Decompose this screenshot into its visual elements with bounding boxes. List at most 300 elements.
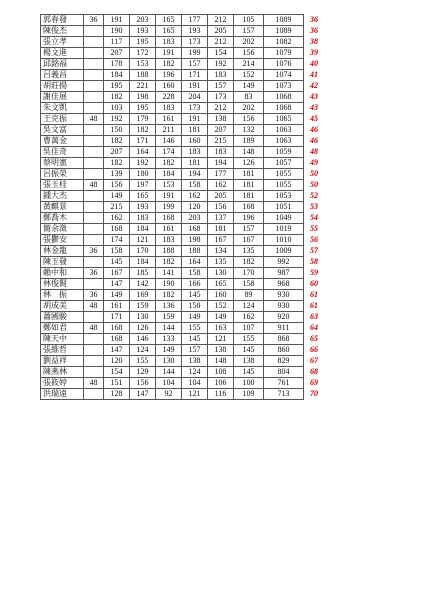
game-score-cell: 155 — [182, 323, 208, 334]
game-score-cell: 172 — [130, 48, 156, 59]
rank-label: 38 — [310, 37, 318, 46]
player-name-cell: 陳天中 — [41, 334, 84, 345]
total-score-cell: 868 — [264, 334, 304, 345]
game-score-cell: 181 — [234, 191, 264, 202]
player-name-cell: 黃麒景 — [41, 202, 84, 213]
game-score-cell: 202 — [234, 37, 264, 48]
game-score-cell: 182 — [104, 158, 130, 169]
total-score-cell: 713 — [264, 389, 304, 400]
game-score-cell: 154 — [208, 48, 234, 59]
age-group-cell — [84, 389, 104, 400]
age-group-cell — [84, 147, 104, 158]
game-score-cell: 174 — [104, 235, 130, 246]
game-score-cell: 153 — [156, 180, 182, 191]
player-name-cell: 鍾大杰 — [41, 191, 84, 202]
table-row — [41, 345, 330, 356]
game-score-cell: 149 — [182, 312, 208, 323]
table-row — [41, 356, 330, 367]
total-score-cell: 1063 — [264, 125, 304, 136]
game-score-cell: 108 — [208, 367, 234, 378]
game-score-cell: 145 — [182, 290, 208, 301]
table-row — [41, 26, 330, 37]
age-group-cell — [84, 158, 104, 169]
game-score-cell: 158 — [182, 268, 208, 279]
game-score-cell: 107 — [234, 323, 264, 334]
game-score-cell: 171 — [182, 70, 208, 81]
game-score-cell: 148 — [208, 356, 234, 367]
game-score-cell: 215 — [104, 202, 130, 213]
player-name-cell: 謝佳展 — [41, 92, 84, 103]
table-row — [41, 268, 330, 279]
game-score-cell: 191 — [104, 15, 130, 26]
game-score-cell: 165 — [130, 191, 156, 202]
game-score-cell: 158 — [182, 180, 208, 191]
table-row — [41, 290, 330, 301]
table-row — [41, 48, 330, 59]
age-group-cell — [84, 169, 104, 180]
game-score-cell: 193 — [182, 26, 208, 37]
game-score-cell: 173 — [182, 103, 208, 114]
game-score-cell: 156 — [234, 114, 264, 125]
game-score-cell: 204 — [182, 92, 208, 103]
table-row — [41, 114, 330, 125]
rank-label: 56 — [310, 235, 318, 244]
game-score-cell: 145 — [104, 257, 130, 268]
table-row — [41, 378, 330, 389]
total-score-cell: 1019 — [264, 224, 304, 235]
game-score-cell: 155 — [130, 356, 156, 367]
game-score-cell: 138 — [234, 356, 264, 367]
game-score-cell: 198 — [182, 235, 208, 246]
player-name-cell: 洪瑞遠 — [41, 389, 84, 400]
game-score-cell: 160 — [208, 290, 234, 301]
game-score-cell: 130 — [156, 356, 182, 367]
rank-label: 58 — [310, 257, 318, 266]
age-group-cell — [84, 59, 104, 70]
game-score-cell: 121 — [208, 334, 234, 345]
game-score-cell: 120 — [104, 356, 130, 367]
game-score-cell: 183 — [156, 37, 182, 48]
game-score-cell: 159 — [130, 301, 156, 312]
total-score-cell: 1055 — [264, 180, 304, 191]
game-score-cell: 195 — [104, 81, 130, 92]
game-score-cell: 164 — [130, 147, 156, 158]
game-score-cell: 133 — [156, 334, 182, 345]
game-score-cell: 212 — [208, 37, 234, 48]
game-score-cell: 150 — [104, 125, 130, 136]
game-score-cell: 167 — [234, 235, 264, 246]
game-score-cell: 142 — [130, 279, 156, 290]
game-score-cell: 194 — [208, 158, 234, 169]
rank-label: 50 — [310, 180, 318, 189]
game-score-cell: 149 — [104, 191, 130, 202]
game-score-cell: 182 — [104, 92, 130, 103]
game-score-cell: 100 — [234, 378, 264, 389]
game-score-cell: 162 — [234, 312, 264, 323]
total-score-cell: 1009 — [264, 246, 304, 257]
game-score-cell: 132 — [234, 125, 264, 136]
game-score-cell: 126 — [130, 323, 156, 334]
game-score-cell: 124 — [234, 301, 264, 312]
total-score-cell: 1065 — [264, 114, 304, 125]
game-score-cell: 160 — [156, 81, 182, 92]
game-score-cell: 156 — [130, 378, 156, 389]
game-score-cell: 198 — [130, 92, 156, 103]
total-score-cell: 829 — [264, 356, 304, 367]
game-score-cell: 199 — [156, 202, 182, 213]
game-score-cell: 138 — [208, 114, 234, 125]
rank-label: 45 — [310, 114, 318, 123]
rank-label: 61 — [310, 301, 318, 310]
game-score-cell: 190 — [156, 279, 182, 290]
game-score-cell: 207 — [104, 147, 130, 158]
game-score-cell: 136 — [156, 301, 182, 312]
game-score-cell: 182 — [156, 158, 182, 169]
total-score-cell: 1055 — [264, 169, 304, 180]
game-score-cell: 156 — [234, 48, 264, 59]
player-name-cell: 鄭如君 — [41, 323, 84, 334]
game-score-cell: 158 — [104, 246, 130, 257]
total-score-cell: 860 — [264, 345, 304, 356]
age-group-cell: 36 — [84, 268, 104, 279]
game-score-cell: 141 — [156, 268, 182, 279]
game-score-cell: 179 — [130, 114, 156, 125]
age-group-cell — [84, 81, 104, 92]
game-score-cell: 184 — [130, 257, 156, 268]
game-score-cell: 121 — [130, 235, 156, 246]
game-score-cell: 171 — [130, 136, 156, 147]
table-row — [41, 246, 330, 257]
rank-label: 60 — [310, 279, 318, 288]
game-score-cell: 177 — [208, 169, 234, 180]
table-row — [41, 180, 330, 191]
game-score-cell: 117 — [104, 37, 130, 48]
game-score-cell: 205 — [208, 26, 234, 37]
age-group-cell: 48 — [84, 378, 104, 389]
table-row — [41, 257, 330, 268]
rank-label: 52 — [310, 191, 318, 200]
game-score-cell: 139 — [104, 169, 130, 180]
game-score-cell: 184 — [156, 169, 182, 180]
player-name-cell: 王克振 — [41, 114, 84, 125]
player-name-cell: 賴中和 — [41, 268, 84, 279]
rank-label: 66 — [310, 345, 318, 354]
game-score-cell: 104 — [182, 378, 208, 389]
rank-label: 54 — [310, 213, 318, 222]
player-name-cell: 鄭喬木 — [41, 213, 84, 224]
game-score-cell: 156 — [208, 202, 234, 213]
age-group-cell — [84, 312, 104, 323]
game-score-cell: 126 — [234, 158, 264, 169]
age-group-cell — [84, 345, 104, 356]
total-score-cell: 1073 — [264, 81, 304, 92]
table-row — [41, 169, 330, 180]
game-score-cell: 128 — [104, 389, 130, 400]
game-score-cell: 191 — [156, 191, 182, 202]
game-score-cell: 160 — [182, 136, 208, 147]
age-group-cell — [84, 279, 104, 290]
game-score-cell: 196 — [156, 70, 182, 81]
game-score-cell: 147 — [130, 389, 156, 400]
game-score-cell: 178 — [104, 59, 130, 70]
age-group-cell: 36 — [84, 15, 104, 26]
player-name-cell: 林俊賢 — [41, 279, 84, 290]
player-name-cell: 林金龍 — [41, 246, 84, 257]
total-score-cell: 911 — [264, 323, 304, 334]
game-score-cell: 192 — [104, 114, 130, 125]
rank-label: 65 — [310, 334, 318, 343]
game-score-cell: 148 — [234, 147, 264, 158]
game-score-cell: 184 — [130, 224, 156, 235]
game-score-cell: 130 — [130, 312, 156, 323]
player-name-cell: 陳燕林 — [41, 367, 84, 378]
game-score-cell: 181 — [234, 169, 264, 180]
age-group-cell — [84, 191, 104, 202]
game-score-cell: 152 — [208, 301, 234, 312]
age-group-cell — [84, 70, 104, 81]
rank-label: 68 — [310, 367, 318, 376]
game-score-cell: 146 — [130, 334, 156, 345]
game-score-cell: 181 — [182, 125, 208, 136]
player-name-cell: 劉益祥 — [41, 356, 84, 367]
rank-label: 55 — [310, 224, 318, 233]
game-score-cell: 165 — [208, 279, 234, 290]
player-name-cell: 楊文進 — [41, 48, 84, 59]
age-group-cell: 48 — [84, 323, 104, 334]
total-score-cell: 1074 — [264, 70, 304, 81]
age-group-cell: 36 — [84, 290, 104, 301]
game-score-cell: 183 — [156, 235, 182, 246]
total-score-cell: 987 — [264, 268, 304, 279]
game-score-cell: 168 — [104, 224, 130, 235]
player-name-cell: 蔡明憲 — [41, 158, 84, 169]
game-score-cell: 168 — [104, 334, 130, 345]
age-group-cell — [84, 37, 104, 48]
age-group-cell — [84, 26, 104, 37]
total-score-cell: 1079 — [264, 48, 304, 59]
table-row — [41, 81, 330, 92]
game-score-cell: 193 — [130, 26, 156, 37]
game-score-cell: 103 — [104, 103, 130, 114]
game-score-cell: 212 — [208, 15, 234, 26]
score-table — [40, 14, 330, 400]
table-row — [41, 70, 330, 81]
game-score-cell: 134 — [208, 246, 234, 257]
game-score-cell: 145 — [182, 334, 208, 345]
player-name-cell: 吳文富 — [41, 125, 84, 136]
game-score-cell: 192 — [130, 158, 156, 169]
game-score-cell: 152 — [234, 70, 264, 81]
game-score-cell: 162 — [182, 191, 208, 202]
game-score-cell: 135 — [234, 246, 264, 257]
game-score-cell: 212 — [208, 103, 234, 114]
game-score-cell: 149 — [208, 312, 234, 323]
table-row — [41, 323, 330, 334]
table-row — [41, 224, 330, 235]
game-score-cell: 173 — [182, 37, 208, 48]
table-row — [41, 235, 330, 246]
game-score-cell: 191 — [182, 81, 208, 92]
rank-label: 61 — [310, 290, 318, 299]
table-row — [41, 312, 330, 323]
game-score-cell: 182 — [130, 125, 156, 136]
game-score-cell: 183 — [208, 70, 234, 81]
game-score-cell: 177 — [182, 15, 208, 26]
player-name-cell: 蕭國駿 — [41, 312, 84, 323]
age-group-cell — [84, 48, 104, 59]
game-score-cell: 165 — [156, 15, 182, 26]
game-score-cell: 144 — [156, 323, 182, 334]
age-group-cell — [84, 257, 104, 268]
game-score-cell: 202 — [234, 103, 264, 114]
game-score-cell: 157 — [234, 26, 264, 37]
game-score-cell: 196 — [234, 213, 264, 224]
total-score-cell: 930 — [264, 290, 304, 301]
rank-label: 69 — [310, 378, 318, 387]
game-score-cell: 138 — [208, 345, 234, 356]
table-row — [41, 202, 330, 213]
rank-label: 49 — [310, 158, 318, 167]
game-score-cell: 207 — [208, 125, 234, 136]
total-score-cell: 1076 — [264, 59, 304, 70]
game-score-cell: 205 — [208, 191, 234, 202]
total-score-cell: 1053 — [264, 191, 304, 202]
game-score-cell: 191 — [182, 114, 208, 125]
rank-label: 67 — [310, 356, 318, 365]
game-score-cell: 92 — [156, 389, 182, 400]
total-score-cell: 1063 — [264, 136, 304, 147]
total-score-cell: 930 — [264, 301, 304, 312]
game-score-cell: 221 — [130, 81, 156, 92]
game-score-cell: 159 — [156, 312, 182, 323]
rank-label: 50 — [310, 169, 318, 178]
game-score-cell: 195 — [130, 103, 156, 114]
game-score-cell: 129 — [130, 367, 156, 378]
table-row — [41, 213, 330, 224]
game-score-cell: 182 — [104, 136, 130, 147]
player-name-cell: 張鬱安 — [41, 235, 84, 246]
player-name-cell: 張維哲 — [41, 345, 84, 356]
game-score-cell: 120 — [182, 202, 208, 213]
table-row — [41, 15, 330, 26]
rank-label: 46 — [310, 125, 318, 134]
player-name-cell: 林 振 — [41, 290, 84, 301]
total-score-cell: 1057 — [264, 158, 304, 169]
game-score-cell: 192 — [208, 59, 234, 70]
rank-label: 43 — [310, 103, 318, 112]
game-score-cell: 155 — [234, 334, 264, 345]
game-score-cell: 191 — [156, 48, 182, 59]
game-score-cell: 150 — [182, 301, 208, 312]
game-score-cell: 228 — [156, 92, 182, 103]
game-score-cell: 168 — [104, 323, 130, 334]
age-group-cell: 48 — [84, 301, 104, 312]
rank-label: 43 — [310, 92, 318, 101]
game-score-cell: 194 — [182, 169, 208, 180]
score-sheet — [40, 14, 330, 400]
total-score-cell: 1089 — [264, 26, 304, 37]
game-score-cell: 146 — [156, 136, 182, 147]
table-row — [41, 103, 330, 114]
player-name-cell: 曹萬金 — [41, 136, 84, 147]
game-score-cell: 130 — [208, 268, 234, 279]
game-score-cell: 154 — [104, 367, 130, 378]
game-score-cell: 188 — [130, 70, 156, 81]
player-name-cell: 張筱婷 — [41, 378, 84, 389]
table-row — [41, 279, 330, 290]
total-score-cell: 761 — [264, 378, 304, 389]
table-row — [41, 367, 330, 378]
game-score-cell: 161 — [156, 224, 182, 235]
game-score-cell: 161 — [156, 114, 182, 125]
rank-label: 41 — [310, 70, 318, 79]
game-score-cell: 124 — [182, 367, 208, 378]
game-score-cell: 121 — [182, 389, 208, 400]
total-score-cell: 1068 — [264, 103, 304, 114]
rank-label: 46 — [310, 136, 318, 145]
age-group-cell: 48 — [84, 114, 104, 125]
age-group-cell — [84, 367, 104, 378]
game-score-cell: 185 — [130, 268, 156, 279]
game-score-cell: 214 — [234, 59, 264, 70]
game-score-cell: 199 — [182, 48, 208, 59]
game-score-cell: 158 — [234, 279, 264, 290]
age-group-cell — [84, 213, 104, 224]
table-row — [41, 334, 330, 345]
game-score-cell: 183 — [156, 103, 182, 114]
player-name-cell: 呂義昌 — [41, 70, 84, 81]
total-score-cell: 1010 — [264, 235, 304, 246]
rank-label: 36 — [310, 26, 318, 35]
player-name-cell: 陳俊杰 — [41, 26, 84, 37]
game-score-cell: 157 — [182, 345, 208, 356]
game-score-cell: 149 — [104, 290, 130, 301]
game-score-cell: 170 — [130, 246, 156, 257]
game-score-cell: 162 — [104, 213, 130, 224]
game-score-cell: 183 — [208, 147, 234, 158]
age-group-cell — [84, 202, 104, 213]
player-name-cell: 邱銘福 — [41, 59, 84, 70]
game-score-cell: 174 — [156, 147, 182, 158]
game-score-cell: 181 — [234, 180, 264, 191]
player-name-cell: 胡莊揚 — [41, 81, 84, 92]
game-score-cell: 163 — [208, 323, 234, 334]
age-group-cell — [84, 224, 104, 235]
total-score-cell: 968 — [264, 279, 304, 290]
age-group-cell — [84, 334, 104, 345]
game-score-cell: 195 — [130, 37, 156, 48]
game-score-cell: 106 — [208, 378, 234, 389]
table-row — [41, 301, 330, 312]
total-score-cell: 1059 — [264, 147, 304, 158]
rank-label: 53 — [310, 202, 318, 211]
table-row — [41, 136, 330, 147]
game-score-cell: 161 — [104, 301, 130, 312]
table-row — [41, 125, 330, 136]
rank-label: 39 — [310, 48, 318, 57]
game-score-cell: 183 — [182, 147, 208, 158]
game-score-cell: 189 — [234, 136, 264, 147]
age-group-cell: 48 — [84, 180, 104, 191]
game-score-cell: 135 — [208, 257, 234, 268]
game-score-cell: 145 — [234, 345, 264, 356]
rank-label: 42 — [310, 81, 318, 90]
game-score-cell: 167 — [104, 268, 130, 279]
total-score-cell: 992 — [264, 257, 304, 268]
total-score-cell: 804 — [264, 367, 304, 378]
game-score-cell: 168 — [234, 202, 264, 213]
game-score-cell: 147 — [104, 279, 130, 290]
